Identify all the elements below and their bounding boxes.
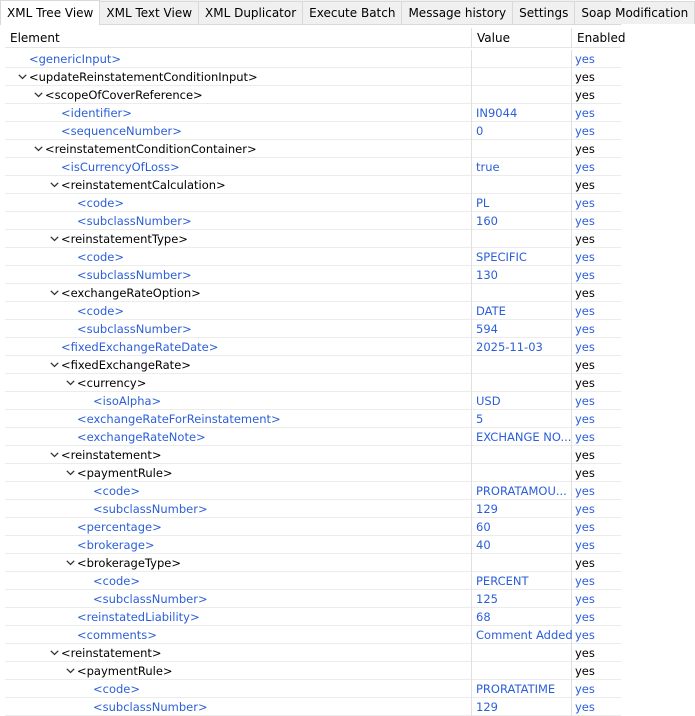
chevron-down-icon[interactable] [63,662,77,680]
element-cell [5,536,472,554]
enabled-cell[interactable]: yes [575,52,595,66]
enabled-cell[interactable]: yes [575,466,595,480]
element-cell [5,446,472,464]
tree-row[interactable] [5,626,621,644]
value-cell[interactable]: 68 [472,608,572,626]
enabled-cell[interactable]: yes [575,88,595,102]
value-cell[interactable]: 129 [472,698,572,716]
element-tag: <subclassNumber> [77,268,192,282]
element-cell [5,590,472,608]
value-cell[interactable]: IN9044 [472,104,572,122]
value-cell [472,644,572,662]
tree-row[interactable] [5,428,621,446]
enabled-cell[interactable]: yes [575,268,595,282]
tree-row[interactable] [5,590,621,608]
element-cell [5,572,472,590]
element-tag: <updateReinstatementConditionInput> [29,70,258,84]
element-cell [5,374,472,392]
element-cell [5,140,472,158]
tree-row[interactable] [5,230,621,248]
value-cell[interactable]: 125 [472,590,572,608]
tree-row[interactable] [5,500,621,518]
xml-tree-table [5,50,621,716]
element-cell [5,428,472,446]
enabled-cell[interactable]: yes [575,520,595,534]
tree-row[interactable] [5,446,621,464]
element-tag: <reinstatementCalculation> [61,178,226,192]
enabled-cell[interactable]: yes [575,160,595,174]
element-cell [5,194,472,212]
element-cell [5,86,472,104]
chevron-down-icon[interactable] [31,86,45,104]
element-tag: <code> [77,250,125,264]
tree-row[interactable] [5,266,621,284]
value-cell[interactable]: 160 [472,212,572,230]
tree-row[interactable] [5,680,621,698]
chevron-down-icon[interactable] [47,644,61,662]
enabled-cell[interactable]: yes [575,448,595,462]
tab-xml-duplicator[interactable]: XML Duplicator [198,1,303,24]
chevron-down-icon[interactable] [47,356,61,374]
element-tag: <code> [93,574,141,588]
value-cell[interactable]: 594 [472,320,572,338]
enabled-cell[interactable]: yes [575,286,595,300]
element-tag: <subclassNumber> [77,322,192,336]
tree-row[interactable] [5,464,621,482]
enabled-cell[interactable]: yes [575,394,595,408]
element-tag: <exchangeRateNote> [77,430,206,444]
element-cell [5,266,472,284]
element-cell [5,338,472,356]
element-tag: <isCurrencyOfLoss> [61,160,180,174]
value-cell [472,230,572,248]
enabled-cell[interactable]: yes [575,142,595,156]
value-cell[interactable]: 5 [472,410,572,428]
element-tag: <percentage> [77,520,162,534]
element-cell [5,680,472,698]
element-cell [5,500,472,518]
element-cell [5,554,472,572]
value-cell [472,374,572,392]
chevron-down-icon[interactable] [31,140,45,158]
tree-row[interactable] [5,644,621,662]
enabled-cell[interactable]: yes [575,178,595,192]
enabled-cell[interactable]: yes [575,232,595,246]
tree-row[interactable] [5,518,621,536]
column-header-value[interactable]: Value [472,28,572,48]
element-tag: <paymentRule> [77,466,173,480]
element-tag: <genericInput> [29,52,122,66]
tab-bar [0,0,689,25]
enabled-cell[interactable]: yes [575,106,595,120]
element-cell [5,698,472,716]
element-tag: <brokerage> [77,538,155,552]
element-cell [5,662,472,680]
element-tag: <exchangeRateForReinstatement> [77,412,281,426]
tree-row[interactable] [5,536,621,554]
tree-row[interactable] [5,284,621,302]
enabled-cell[interactable]: yes [575,214,595,228]
chevron-down-icon[interactable] [47,176,61,194]
element-tag: <currency> [77,376,147,390]
enabled-cell[interactable]: yes [575,250,595,264]
element-tag: <reinstatement> [61,646,162,660]
element-cell [5,158,472,176]
value-cell[interactable]: 129 [472,500,572,518]
element-cell [5,212,472,230]
tree-row[interactable] [5,140,621,158]
value-cell[interactable]: 2025-11-03 [472,338,572,356]
enabled-cell[interactable]: yes [575,610,595,624]
tab-execute-batch[interactable]: Execute Batch [302,1,402,24]
tree-row[interactable] [5,338,621,356]
tree-row[interactable] [5,608,621,626]
tree-row[interactable] [5,122,621,140]
tree-row[interactable] [5,374,621,392]
element-tag: <fixedExchangeRateDate> [61,340,219,354]
enabled-cell[interactable]: yes [575,664,595,678]
element-tag: <comments> [77,628,157,642]
element-cell [5,410,472,428]
element-tag: <fixedExchangeRate> [61,358,191,372]
value-cell[interactable]: PERCENT [472,572,572,590]
enabled-cell[interactable]: yes [575,502,595,516]
element-tag: <isoAlpha> [93,394,162,408]
tree-row[interactable] [5,320,621,338]
element-tag: <subclassNumber> [77,214,192,228]
enabled-cell[interactable]: yes [575,628,595,642]
element-tag: <reinstatementType> [61,232,188,246]
element-cell [5,644,472,662]
element-tag: <subclassNumber> [93,502,208,516]
element-cell [5,518,472,536]
element-tag: <code> [77,304,125,318]
chevron-down-icon[interactable] [15,68,29,86]
tree-row[interactable] [5,194,621,212]
enabled-cell[interactable]: yes [575,682,595,696]
column-header-element[interactable]: Element [5,28,472,48]
element-tag: <code> [77,196,125,210]
element-cell [5,176,472,194]
tree-row[interactable] [5,572,621,590]
column-header-enabled[interactable]: Enabled [577,31,626,45]
element-tag: <identifier> [61,106,132,120]
value-cell[interactable]: PL [472,194,572,212]
enabled-cell[interactable]: yes [575,412,595,426]
element-cell [5,320,472,338]
element-cell [5,248,472,266]
enabled-cell[interactable]: yes [575,574,595,588]
tree-row[interactable] [5,176,621,194]
tab-soap-modification[interactable]: Soap Modification [574,1,695,24]
element-tag: <code> [93,682,141,696]
element-cell [5,122,472,140]
chevron-down-icon[interactable] [47,446,61,464]
element-cell [5,608,472,626]
enabled-cell[interactable]: yes [575,70,595,84]
tree-row[interactable] [5,554,621,572]
enabled-cell[interactable]: yes [575,484,595,498]
tree-row[interactable] [5,410,621,428]
element-tag: <reinstatement> [61,448,162,462]
enabled-cell[interactable]: yes [575,124,595,138]
element-tag: <scopeOfCoverReference> [45,88,203,102]
value-cell[interactable]: 40 [472,536,572,554]
value-cell [472,662,572,680]
tab-settings[interactable]: Settings [512,1,575,24]
value-cell[interactable]: 60 [472,518,572,536]
value-cell [472,86,572,104]
chevron-down-icon[interactable] [63,554,77,572]
element-cell [5,626,472,644]
tree-row[interactable] [5,662,621,680]
value-cell[interactable]: 130 [472,266,572,284]
enabled-cell[interactable]: yes [575,322,595,336]
value-cell[interactable]: true [472,158,572,176]
element-tag: <subclassNumber> [93,592,208,606]
tree-table-header [5,28,626,48]
tree-row[interactable] [5,212,621,230]
element-tag: <paymentRule> [77,664,173,678]
enabled-cell[interactable]: yes [575,700,595,714]
tree-row[interactable] [5,482,621,500]
element-cell [5,284,472,302]
tree-row[interactable] [5,698,621,716]
value-cell[interactable]: DATE [472,302,572,320]
tab-message-history[interactable]: Message history [401,1,513,24]
element-tag: <code> [93,484,141,498]
value-cell [472,446,572,464]
value-cell [472,284,572,302]
enabled-cell[interactable]: yes [575,646,595,660]
tree-row[interactable] [5,104,621,122]
element-cell [5,392,472,410]
enabled-cell[interactable]: yes [575,358,595,372]
tree-row[interactable] [5,158,621,176]
value-cell [472,356,572,374]
chevron-down-icon[interactable] [63,374,77,392]
element-cell [5,302,472,320]
value-cell [472,464,572,482]
tree-row[interactable] [5,392,621,410]
chevron-down-icon[interactable] [47,230,61,248]
tree-row[interactable] [5,302,621,320]
tree-row[interactable] [5,68,621,86]
element-cell [5,68,472,86]
enabled-cell[interactable]: yes [575,376,595,390]
chevron-down-icon[interactable] [47,284,61,302]
element-tag: <subclassNumber> [93,700,208,714]
element-tag: <reinstatedLiability> [77,610,200,624]
enabled-cell[interactable]: yes [575,340,595,354]
element-cell [5,104,472,122]
tab-xml-tree-view[interactable]: XML Tree View [0,0,100,25]
element-tag: <brokerageType> [77,556,181,570]
element-tag: <exchangeRateOption> [61,286,201,300]
value-cell[interactable]: SPECIFIC [472,248,572,266]
value-cell[interactable]: Comment Added [472,626,572,644]
element-cell [5,482,472,500]
enabled-cell[interactable]: yes [575,196,595,210]
value-cell [472,176,572,194]
value-cell[interactable]: PRORATATIME [472,680,572,698]
tree-row[interactable] [5,356,621,374]
element-tag: <sequenceNumber> [61,124,182,138]
value-cell[interactable] [472,50,572,68]
tree-row[interactable] [5,86,621,104]
enabled-cell[interactable]: yes [575,538,595,552]
tree-row[interactable] [5,50,621,68]
tree-row[interactable] [5,248,621,266]
value-cell[interactable]: 0 [472,122,572,140]
value-cell[interactable]: EXCHANGE NO... [472,428,572,446]
enabled-cell[interactable]: yes [575,556,595,570]
value-cell[interactable]: PRORATAMOU... [472,482,572,500]
value-cell [472,140,572,158]
element-cell [5,230,472,248]
enabled-cell[interactable]: yes [575,592,595,606]
element-cell [5,50,472,68]
chevron-down-icon[interactable] [63,464,77,482]
value-cell[interactable]: USD [472,392,572,410]
tab-xml-text-view[interactable]: XML Text View [99,1,199,24]
value-cell [472,554,572,572]
enabled-cell[interactable]: yes [575,304,595,318]
value-cell [472,68,572,86]
enabled-cell[interactable]: yes [575,430,595,444]
element-cell [5,464,472,482]
element-cell [5,356,472,374]
element-tag: <reinstatementConditionContainer> [45,142,257,156]
